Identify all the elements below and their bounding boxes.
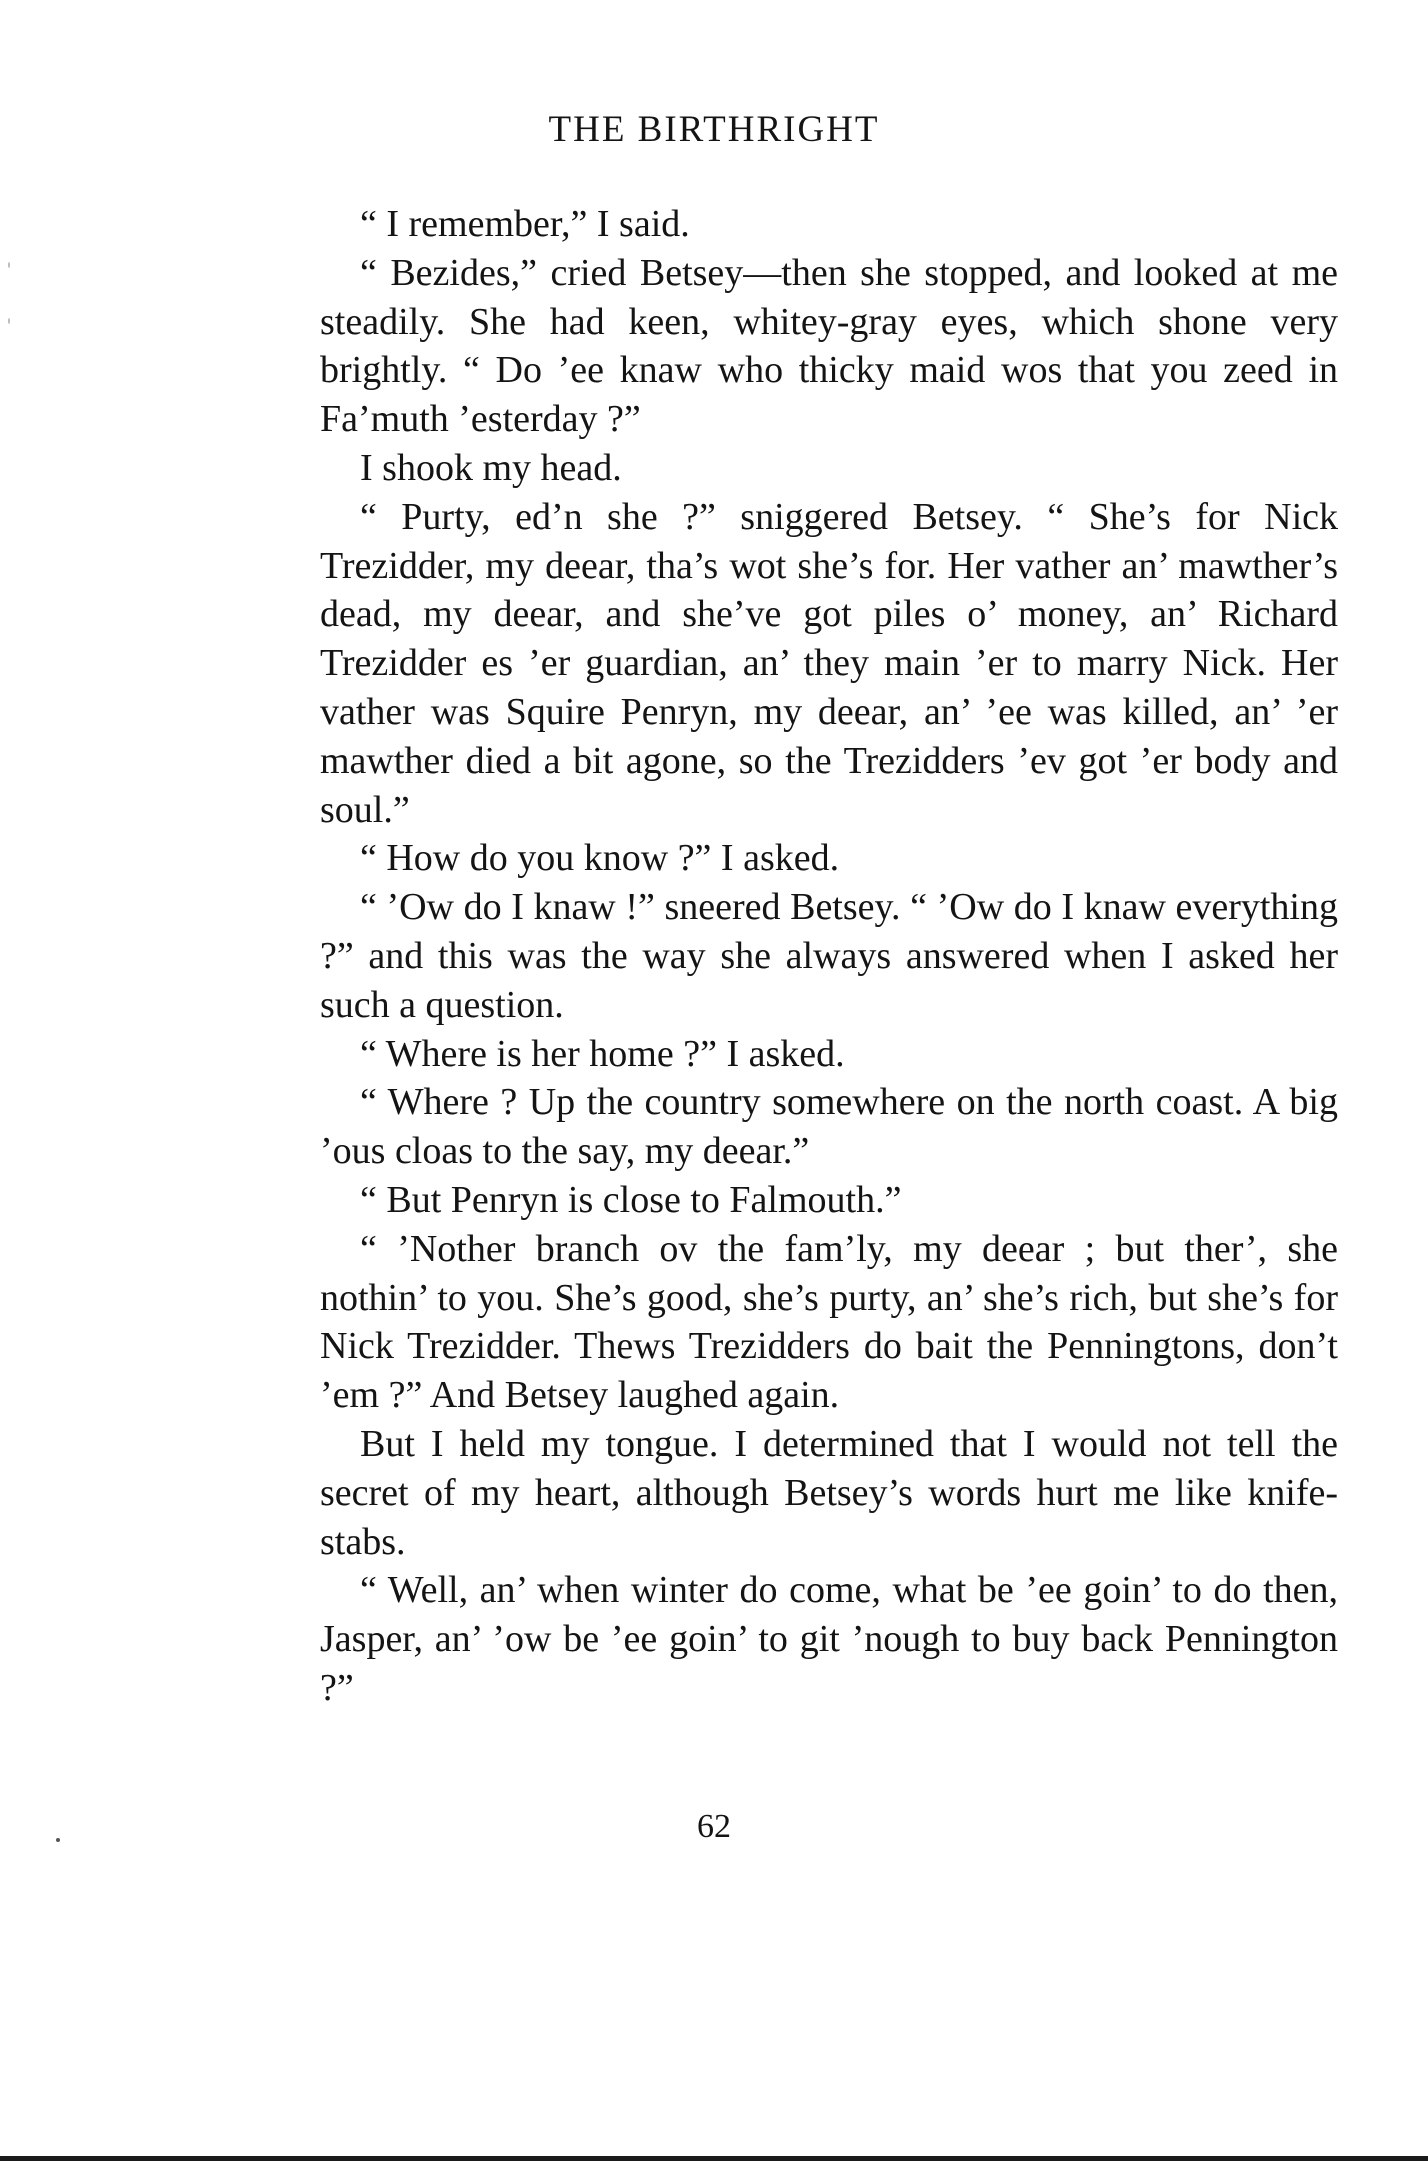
page-edge-shadow (0, 2156, 1428, 2161)
margin-speck (8, 262, 10, 268)
paragraph: “ Where ? Up the country somewhere on the north coast. A big ’ous cloas to the say, my deear.” (320, 1081, 1338, 1173)
running-head: THE BIRTHRIGHT (548, 109, 880, 150)
body-text (320, 200, 1338, 1713)
paragraph: “ But Penryn is close to Falmouth.” (360, 1178, 902, 1221)
margin-speck (56, 1838, 60, 1842)
margin-speck (8, 318, 10, 324)
page-number: 62 (697, 1808, 731, 1845)
paragraph: “ Bezides,” cried Betsey—then she stopped, and looked at me steadily. She had keen, whitey-gray eyes, which shone very brightly. “ Do ’ee knaw who thicky maid wos that you zeed in Fa’muth ’esterday ?” (320, 251, 1338, 441)
paragraph: I shook my head. (360, 446, 622, 489)
paragraph: “ ’Ow do I knaw !” sneered Betsey. “ ’Ow do I knaw everything ?” and this was the way she always answered when I asked her such a question. (320, 886, 1338, 1026)
paragraph: But I held my tongue. I determined that I would not tell the secret of my heart, although Betsey’s words hurt me like knife-stabs. (320, 1422, 1338, 1563)
paragraph: “ I remember,” I said. (360, 203, 690, 245)
paragraph: “ Where is her home ?” I asked. (360, 1032, 845, 1075)
paragraph: “ Purty, ed’n she ?” sniggered Betsey. “ She’s for Nick Trezidder, my deear, tha’s wot she’s for. Her vather an’ mawther’s dead, my deear, and she’ve got piles o’ money, an’ Richard Trezidder es ’er guardian, an’ they main ’er to marry Nick. Her vather was Squire Penryn, my deear, an’ ’ee was killed, an’ ’er mawther died a bit agone, so the Trezidders ’ev got ’er body and soul.” (320, 495, 1338, 831)
paragraph: “ ’Nother branch ov the fam’ly, my deear ; but ther’, she nothin’ to you. She’s good, she’s purty, an’ she’s rich, but she’s for Nick Trezidder. Thews Trezidders do bait the Penningtons, don’t ’em ?” And Betsey laughed again. (320, 1227, 1338, 1417)
paragraph: “ Well, an’ when winter do come, what be ’ee goin’ to do then, Jasper, an’ ’ow be ’ee goin’ to git ’nough to buy back Pennington ?” (320, 1569, 1338, 1709)
paragraph: “ How do you know ?” I asked. (360, 837, 840, 880)
